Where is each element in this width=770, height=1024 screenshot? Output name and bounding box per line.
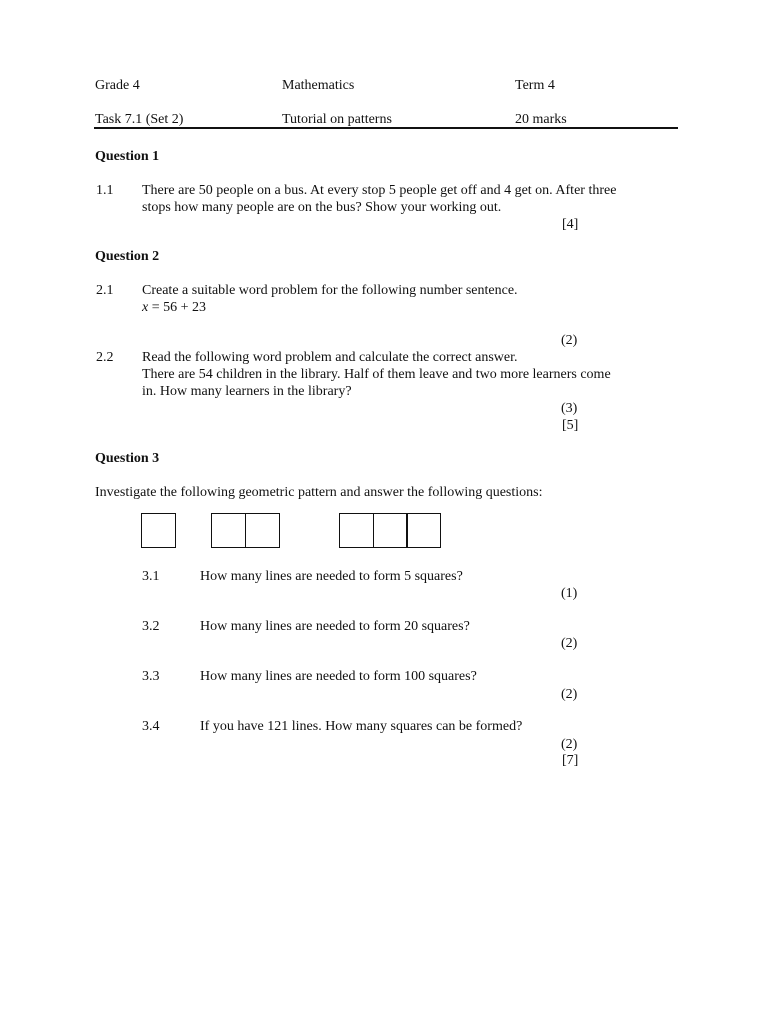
q3-3-marks: (2) bbox=[561, 687, 578, 702]
square bbox=[373, 513, 408, 548]
q3-intro: Investigate the following geometric pattern and answer the following questions: bbox=[95, 485, 543, 500]
header-subject: Mathematics bbox=[282, 78, 355, 93]
q1-total-marks: [4] bbox=[562, 217, 579, 232]
q1-1-text-line2: stops how many people are on the bus? Show your working out. bbox=[142, 200, 502, 215]
header-task: Task 7.1 (Set 2) bbox=[95, 112, 184, 127]
q3-4-marks: (2) bbox=[561, 737, 578, 752]
q1-1-number: 1.1 bbox=[96, 183, 114, 198]
square bbox=[141, 513, 176, 548]
q2-1-marks: (2) bbox=[561, 333, 578, 348]
pattern-3-squares bbox=[339, 513, 441, 546]
header-topic: Tutorial on patterns bbox=[282, 112, 392, 127]
pattern-1-square bbox=[141, 513, 176, 546]
question-3-heading: Question 3 bbox=[95, 451, 160, 466]
q3-2-number: 3.2 bbox=[142, 619, 160, 634]
q2-2-marks: (3) bbox=[561, 401, 578, 416]
q3-3-text: How many lines are needed to form 100 squares? bbox=[200, 669, 477, 684]
q3-4-number: 3.4 bbox=[142, 719, 160, 734]
square bbox=[339, 513, 374, 548]
q2-1-number: 2.1 bbox=[96, 283, 114, 298]
equation-variable: x bbox=[142, 300, 149, 315]
q3-2-text: How many lines are needed to form 20 squares? bbox=[200, 619, 470, 634]
header-rule bbox=[94, 127, 678, 129]
square bbox=[406, 513, 441, 548]
q3-1-text: How many lines are needed to form 5 squares? bbox=[200, 569, 463, 584]
q3-total-marks: [7] bbox=[562, 753, 579, 768]
question-2-heading: Question 2 bbox=[95, 249, 160, 264]
q2-1-text: Create a suitable word problem for the following number sentence. bbox=[142, 283, 518, 298]
square bbox=[211, 513, 246, 548]
q2-2-text-line1: Read the following word problem and calculate the correct answer. bbox=[142, 350, 518, 365]
q1-1-text-line1: There are 50 people on a bus. At every stop 5 people get off and 4 get on. After three bbox=[142, 183, 617, 198]
question-1-heading: Question 1 bbox=[95, 149, 160, 164]
pattern-2-squares bbox=[211, 513, 280, 546]
q3-3-number: 3.3 bbox=[142, 669, 160, 684]
q3-2-marks: (2) bbox=[561, 636, 578, 651]
header-marks: 20 marks bbox=[515, 112, 567, 127]
q3-1-marks: (1) bbox=[561, 586, 578, 601]
q2-2-text-line2: There are 54 children in the library. Half of them leave and two more learners come bbox=[142, 367, 611, 382]
q2-2-number: 2.2 bbox=[96, 350, 114, 365]
header-grade: Grade 4 bbox=[95, 78, 140, 93]
equation-rest: = 56 + 23 bbox=[148, 300, 207, 315]
q2-total-marks: [5] bbox=[562, 418, 579, 433]
q2-1-equation bbox=[142, 299, 206, 316]
q3-4-text: If you have 121 lines. How many squares can be formed? bbox=[200, 719, 523, 734]
q2-2-text-line3: in. How many learners in the library? bbox=[142, 384, 352, 399]
header-term: Term 4 bbox=[515, 78, 555, 93]
q3-1-number: 3.1 bbox=[142, 569, 160, 584]
square bbox=[245, 513, 280, 548]
